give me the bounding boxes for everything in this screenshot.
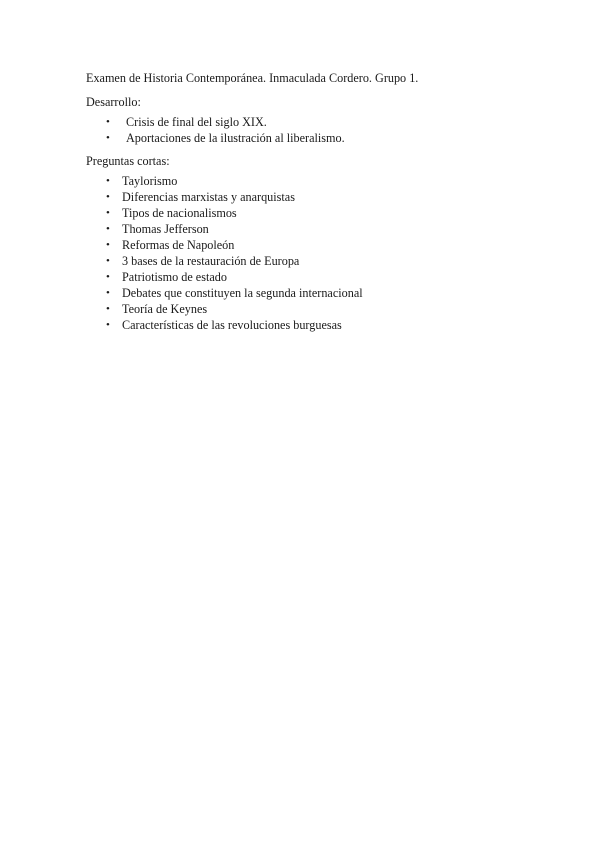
list-item: [86, 173, 526, 189]
list-item: [86, 114, 526, 130]
bullet-icon: •: [106, 223, 110, 235]
bullet-icon: •: [106, 287, 110, 299]
preguntas-list: [86, 173, 526, 333]
list-item-text: Tipos de nacionalismos: [122, 206, 237, 220]
exam-title: Examen de Historia Contemporánea. Inmaculada Cordero. Grupo 1.: [86, 71, 419, 85]
list-item-text: Patriotismo de estado: [122, 270, 227, 284]
list-item: [86, 189, 526, 205]
bullet-icon: •: [106, 116, 110, 128]
list-item-text: Taylorismo: [122, 174, 178, 188]
bullet-icon: •: [106, 132, 110, 144]
bullet-icon: •: [106, 239, 110, 251]
list-item: [86, 269, 526, 285]
bullet-icon: •: [106, 255, 110, 267]
list-item-text: Diferencias marxistas y anarquistas: [122, 190, 295, 204]
desarrollo-heading: Desarrollo:: [86, 95, 141, 109]
list-item-text: 3 bases de la restauración de Europa: [122, 254, 300, 268]
bullet-icon: •: [106, 191, 110, 203]
list-item: [86, 285, 526, 301]
list-item-text: Reformas de Napoleón: [122, 238, 235, 252]
bullet-icon: •: [106, 271, 110, 283]
list-item-text: Aportaciones de la ilustración al liberalismo.: [126, 131, 345, 145]
bullet-icon: •: [106, 175, 110, 187]
list-item: [86, 221, 526, 237]
list-item: [86, 317, 526, 333]
list-item: [86, 237, 526, 253]
bullet-icon: •: [106, 207, 110, 219]
list-item-text: Características de las revoluciones burguesas: [122, 318, 342, 332]
list-item-text: Debates que constituyen la segunda internacional: [122, 286, 363, 300]
list-item: [86, 301, 526, 317]
preguntas-heading: Preguntas cortas:: [86, 154, 170, 168]
bullet-icon: •: [106, 303, 110, 315]
list-item: [86, 205, 526, 221]
list-item: [86, 253, 526, 269]
desarrollo-list: [86, 114, 526, 146]
list-item: [86, 130, 526, 146]
list-item-text: Thomas Jefferson: [122, 222, 209, 236]
bullet-icon: •: [106, 319, 110, 331]
document-body: [86, 70, 526, 333]
list-item-text: Teoría de Keynes: [122, 302, 208, 316]
list-item-text: Crisis de final del siglo XIX.: [126, 115, 267, 129]
